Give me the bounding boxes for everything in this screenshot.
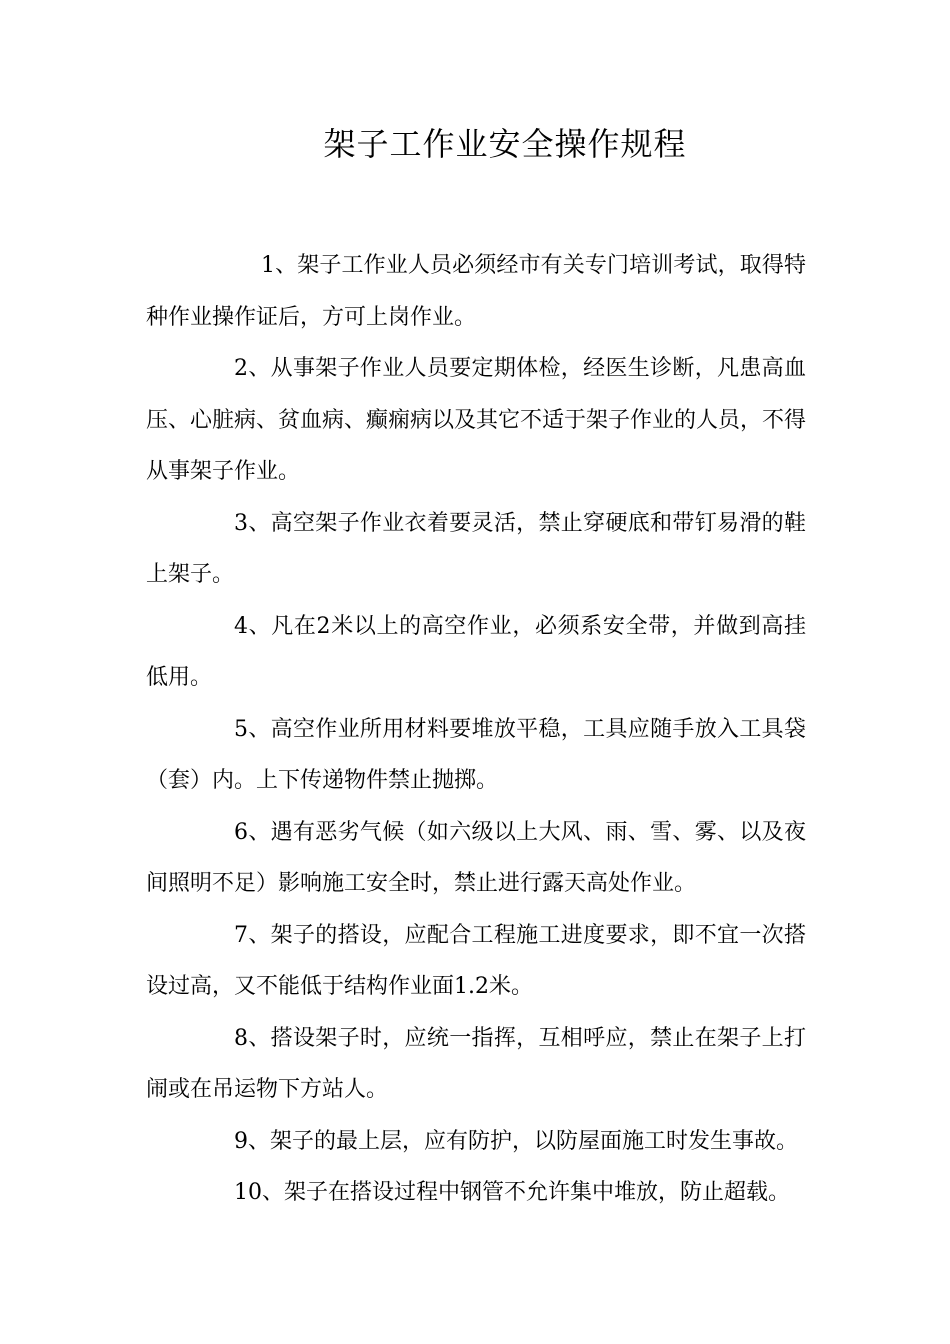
paragraph-2: 2、从事架子作业人员要定期体检，经医生诊断，凡患高血压、心脏病、贫血病、癫痫病以及其它不适于架子作业的人员，不得从事架子作业。 — [146, 356, 807, 484]
paragraph-8: 8、搭设架子时，应统一指挥，互相呼应，禁止在架子上打闹或在吊运物下方站人。 — [146, 1025, 806, 1102]
paragraph-6: 6、遇有恶劣气候（如六级以上大风、雨、雪、雾、以及夜间照明不足）影响施工安全时，禁止进行露天高处作业。 — [146, 819, 806, 896]
paragraph-5: 5、高空作业所用材料要堆放平稳，工具应随手放入工具袋（套）内。上下传递物件禁止抛掷。 — [146, 716, 806, 793]
paragraph-3: 3、高空架子作业衣着要灵活，禁止穿硬底和带钉易滑的鞋上架子。 — [146, 510, 806, 587]
document-title: 架子工作业安全操作规程 — [323, 125, 687, 163]
paragraph-10: 10、架子在搭设过程中钢管不允许集中堆放，防止超载。 — [234, 1180, 790, 1205]
paragraph-9: 9、架子的最上层，应有防护，以防屋面施工时发生事故。 — [234, 1128, 798, 1154]
document-body — [146, 240, 806, 1219]
paragraph-4: 4、凡在2米以上的高空作业，必须系安全带，并做到高挂低用。 — [146, 613, 806, 690]
paragraph-7: 7、架子的搭设，应配合工程施工进度要求，即不宜一次搭设过高，又不能低于结构作业面1.2米。 — [146, 922, 806, 999]
paragraph-1: 1、架子工作业人员必须经市有关专门培训考试，取得特种作业操作证后，方可上岗作业。 — [146, 253, 806, 330]
